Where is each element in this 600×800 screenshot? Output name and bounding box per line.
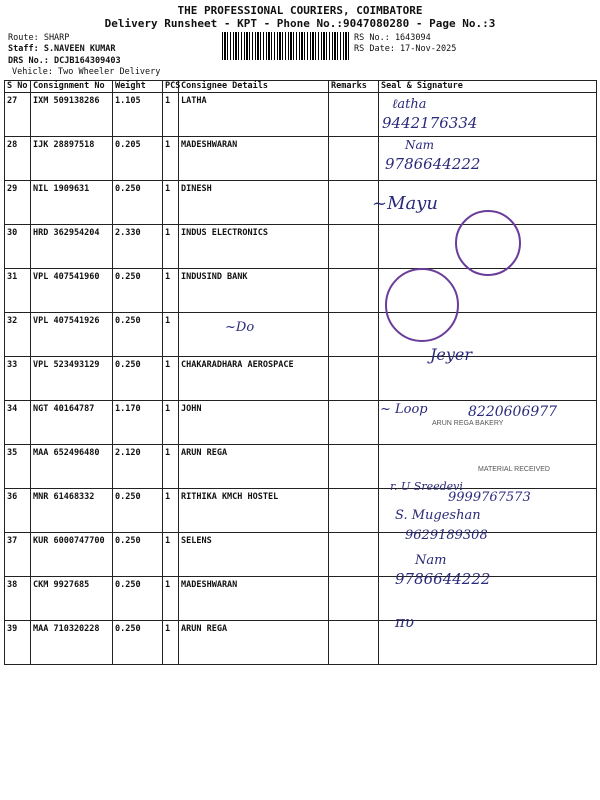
row-remarks bbox=[329, 225, 379, 269]
row-consignment-no: VPL 407541960 bbox=[31, 269, 113, 313]
row-consignee: ARUN REGA bbox=[179, 621, 329, 665]
handwritten-phone-28: 9786644222 bbox=[385, 155, 481, 173]
handwritten-phone-36: 9999767573 bbox=[448, 490, 531, 505]
signature-dinesh: ~Mayu bbox=[372, 193, 439, 214]
row-consignment-no: VPL 523493129 bbox=[31, 357, 113, 401]
ditto-mark: ~Do bbox=[225, 320, 255, 335]
table-row bbox=[5, 313, 597, 357]
stamp-indus-electronics bbox=[455, 210, 521, 276]
signature-latha: ℓatha bbox=[392, 97, 427, 112]
row-pcs: 1 bbox=[163, 313, 179, 357]
company-title: THE PROFESSIONAL COURIERS, COIMBATORE bbox=[177, 4, 423, 17]
row-pcs: 1 bbox=[163, 137, 179, 181]
row-weight: 0.250 bbox=[113, 489, 163, 533]
row-sno: 27 bbox=[5, 93, 31, 137]
row-sno: 30 bbox=[5, 225, 31, 269]
row-weight: 0.250 bbox=[113, 313, 163, 357]
table-row bbox=[5, 621, 597, 665]
row-consignment-no: MAA 710320228 bbox=[31, 621, 113, 665]
row-consignee: INDUS ELECTRONICS bbox=[179, 225, 329, 269]
row-remarks bbox=[329, 489, 379, 533]
row-consignment-no: IXM 509138286 bbox=[31, 93, 113, 137]
row-remarks bbox=[329, 93, 379, 137]
row-sno: 38 bbox=[5, 577, 31, 621]
barcode bbox=[222, 32, 350, 60]
row-sno: 35 bbox=[5, 445, 31, 489]
row-pcs: 1 bbox=[163, 181, 179, 225]
row-consignee: ARUN REGA bbox=[179, 445, 329, 489]
row-consignment-no: CKM 9927685 bbox=[31, 577, 113, 621]
row-consignment-no: KUR 6000747700 bbox=[31, 533, 113, 577]
row-signature bbox=[379, 357, 597, 401]
handwritten-phone-35: 8220606977 bbox=[468, 404, 558, 420]
row-weight: 1.105 bbox=[113, 93, 163, 137]
col-sno: S No bbox=[5, 81, 31, 93]
col-remarks: Remarks bbox=[329, 81, 379, 93]
table-row bbox=[5, 533, 597, 577]
row-weight: 0.250 bbox=[113, 269, 163, 313]
row-sno: 32 bbox=[5, 313, 31, 357]
row-weight: 0.250 bbox=[113, 533, 163, 577]
row-weight: 0.205 bbox=[113, 137, 163, 181]
table-row bbox=[5, 357, 597, 401]
signature-madesh-2: Nam bbox=[415, 553, 447, 568]
route: Route: SHARP bbox=[8, 33, 70, 43]
signature-arun-rega: πυ bbox=[395, 613, 414, 631]
handwritten-phone-38: 9786644222 bbox=[395, 570, 491, 588]
row-pcs: 1 bbox=[163, 621, 179, 665]
table-row bbox=[5, 93, 597, 137]
row-consignee: MADESHWARAN bbox=[179, 137, 329, 181]
row-sno: 33 bbox=[5, 357, 31, 401]
stamp-arun-rega: ARUN REGA BAKERY bbox=[432, 420, 504, 427]
row-consignee: DINESH bbox=[179, 181, 329, 225]
row-consignment-no: NIL 1909631 bbox=[31, 181, 113, 225]
row-pcs: 1 bbox=[163, 445, 179, 489]
signature-john: ~ Loop bbox=[380, 402, 428, 417]
rs-number: RS No.: 1643094 bbox=[354, 33, 431, 43]
row-consignment-no: NGT 40164787 bbox=[31, 401, 113, 445]
row-pcs: 1 bbox=[163, 93, 179, 137]
row-weight: 0.250 bbox=[113, 621, 163, 665]
col-consignment: Consignment No bbox=[31, 81, 113, 93]
table-row bbox=[5, 577, 597, 621]
row-consignee: RITHIKA KMCH HOSTEL bbox=[179, 489, 329, 533]
row-consignee: SELENS bbox=[179, 533, 329, 577]
runsheet-subtitle: Delivery Runsheet - KPT - Phone No.:9047080280 - Page No.:3 bbox=[104, 17, 496, 30]
row-remarks bbox=[329, 401, 379, 445]
row-weight: 0.250 bbox=[113, 357, 163, 401]
row-consignment-no: VPL 407541926 bbox=[31, 313, 113, 357]
row-weight: 0.250 bbox=[113, 181, 163, 225]
row-remarks bbox=[329, 621, 379, 665]
row-weight: 2.330 bbox=[113, 225, 163, 269]
row-remarks bbox=[329, 445, 379, 489]
row-sno: 36 bbox=[5, 489, 31, 533]
row-remarks bbox=[329, 577, 379, 621]
row-remarks bbox=[329, 357, 379, 401]
row-remarks bbox=[329, 137, 379, 181]
row-pcs: 1 bbox=[163, 269, 179, 313]
row-remarks bbox=[329, 533, 379, 577]
table-row bbox=[5, 269, 597, 313]
row-pcs: 1 bbox=[163, 489, 179, 533]
row-consignment-no: HRD 362954204 bbox=[31, 225, 113, 269]
row-pcs: 1 bbox=[163, 533, 179, 577]
vehicle: Vehicle: Two Wheeler Delivery bbox=[12, 67, 161, 77]
row-consignment-no: IJK 28897518 bbox=[31, 137, 113, 181]
col-pcs: PCS bbox=[163, 81, 179, 93]
signature-madesh: Nam bbox=[405, 138, 435, 152]
row-sno: 28 bbox=[5, 137, 31, 181]
row-remarks bbox=[329, 313, 379, 357]
row-pcs: 1 bbox=[163, 401, 179, 445]
stamp-indusind-bank bbox=[385, 268, 459, 342]
col-consignee: Consignee Details bbox=[179, 81, 329, 93]
signature-aerospace: Jeyer bbox=[430, 345, 473, 364]
drs-number: DRS No.: DCJB164309403 bbox=[8, 56, 121, 66]
staff: Staff: S.NAVEEN KUMAR bbox=[8, 44, 116, 54]
col-weight: Weight bbox=[113, 81, 163, 93]
row-sno: 34 bbox=[5, 401, 31, 445]
row-consignee: CHAKARADHARA AEROSPACE bbox=[179, 357, 329, 401]
col-signature: Seal & Signature bbox=[379, 81, 597, 93]
row-sno: 29 bbox=[5, 181, 31, 225]
table-row bbox=[5, 137, 597, 181]
rs-date: RS Date: 17-Nov-2025 bbox=[354, 44, 457, 54]
row-sno: 39 bbox=[5, 621, 31, 665]
row-sno: 31 bbox=[5, 269, 31, 313]
row-remarks bbox=[329, 269, 379, 313]
row-weight: 2.120 bbox=[113, 445, 163, 489]
row-pcs: 1 bbox=[163, 357, 179, 401]
row-weight: 1.170 bbox=[113, 401, 163, 445]
stamp-material-received: MATERIAL RECEIVED bbox=[478, 466, 550, 473]
handwritten-phone-37: 9629189308 bbox=[405, 528, 488, 543]
row-remarks bbox=[329, 181, 379, 225]
row-consignee: MADESHWARAN bbox=[179, 577, 329, 621]
row-pcs: 1 bbox=[163, 225, 179, 269]
row-weight: 0.250 bbox=[113, 577, 163, 621]
signature-rithika: r. U Sreedevi bbox=[390, 480, 463, 493]
row-consignment-no: MNR 61468332 bbox=[31, 489, 113, 533]
runsheet-table bbox=[4, 80, 597, 665]
row-consignee: JOHN bbox=[179, 401, 329, 445]
signature-selens: S. Mugeshan bbox=[395, 508, 481, 523]
row-pcs: 1 bbox=[163, 577, 179, 621]
row-consignment-no: MAA 652496480 bbox=[31, 445, 113, 489]
table-header-row bbox=[5, 81, 597, 93]
row-consignee: INDUSIND BANK bbox=[179, 269, 329, 313]
handwritten-phone-27: 9442176334 bbox=[382, 114, 478, 132]
row-sno: 37 bbox=[5, 533, 31, 577]
row-consignee: LATHA bbox=[179, 93, 329, 137]
